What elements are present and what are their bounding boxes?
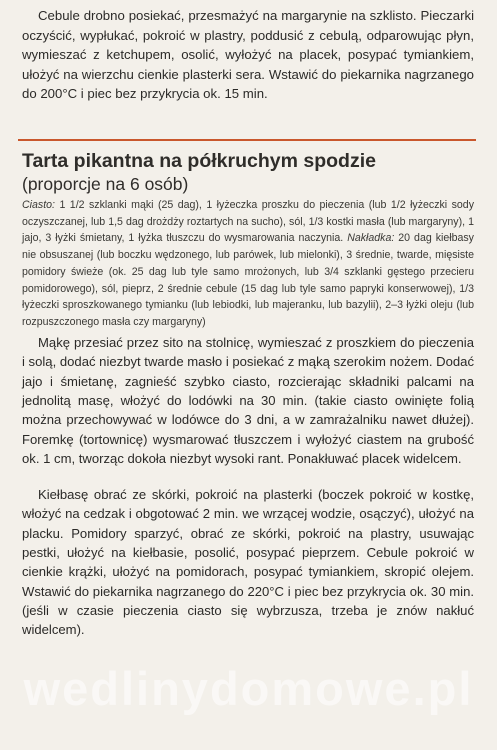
ingredients-block [22, 197, 474, 331]
previous-recipe-end-paragraph: Cebule drobno posiekać, przesmażyć na margarynie na szklisto. Pieczarki oczyścić, wypłukać, pokroić w plastry, poddusić z cebulą, odparowując płyn, wymieszać z ketchupem, osolić, wyłożyć na placek, posypać tymiankiem, ułożyć na wierzchu cienkie plasterki sera. Wstawić do piekarnika nagrzanego do 200°C i piec bez przykrycia ok. 15 min. [22, 8, 474, 102]
filling-label: Nakładka: [347, 232, 395, 245]
dough-label: Ciasto: [22, 199, 55, 211]
recipe-title: Tarta pikantna na półkruchym spodzie [22, 150, 376, 172]
section-divider [18, 139, 476, 141]
filling-ingredients: 20 dag kiełbasy nie obsuszanej (lub boczku wędzonego, lub parówek, lub mielonki), 3 średnie, twarde, mięsiste pomidory świeże (ok. 25 dag lub tyle samo mrożonych, lub 3/4 szklanki gęstego przecieru pomidorowego), sól, pieprz, 2 średnie cebule (15 dag lub tyle samo papryki konserwowej), 1/3 łyżeczki sproszkowanego tymianku (lub lebiodki, lub majeranku, lub bazylii), 2–3 łyżki oleju (lub rozpuszczonego masła czy margaryny) [22, 232, 474, 328]
method-paragraph-dough: Mąkę przesiać przez sito na stolnicę, wymieszać z proszkiem do pieczenia i solą, dodać niezbyt twarde masło i posiekać z mąką szerokim nożem. Dodać jajo i śmietanę, zagnieść szybko ciasto, rozcierając składniki palcami na jednolitą masę, włożyć do lodówki na 30 min. (takie ciasto owinięte folią można przechowywać w lodówce do 3 dni, a w zamrażalniku nawet dłużej). Foremkę (tortownicę) wysmarować tłuszczem i wyłożyć ciastem na grubość ok. 1 cm, tworząc dokoła niezbyt wysoki rant. Ponakłuwać placek widelcem. [22, 335, 474, 467]
watermark: wedlinydomowe.pl [23, 662, 474, 715]
recipe-portions: (proporcje na 6 osób) [22, 174, 189, 194]
method-paragraph-topping: Kiełbasę obrać ze skórki, pokroić na plasterki (boczek pokroić w kostkę, włożyć na cedzak i obgotować 2 min. we wrzącej wodzie, osączyć), ułożyć na placku. Pomidory sparzyć, obrać ze skórki, pokroić na plastry, usuwając pestki, ułożyć na kiełbasie, posolić, posypać pieprzem. Cebule pokroić w cienkie krążki, ułożyć na pomidorach, posypać tymiankiem, skropić olejem. Wstawić do piekarnika nagrzanego do 220°C i piec bez przykrycia ok. 30 min. (jeśli w czasie pieczenia ciasto się wybrzusza, trzeba je znów nakłuć widelcem). [22, 487, 474, 638]
dough-ingredients: 1 1/2 szklanki mąki (25 dag), 1 łyżeczka proszku do pieczenia (lub 1/2 łyżeczki sody oczyszczanej, lub 1,5 dag drożdży roztartych na sucho), sól, 1/3 kostki masła (lub margaryny), 1 jajo, 3 łyżki śmietany, 1 łyżka tłuszczu do wysmarowania naczynia. [22, 199, 474, 245]
